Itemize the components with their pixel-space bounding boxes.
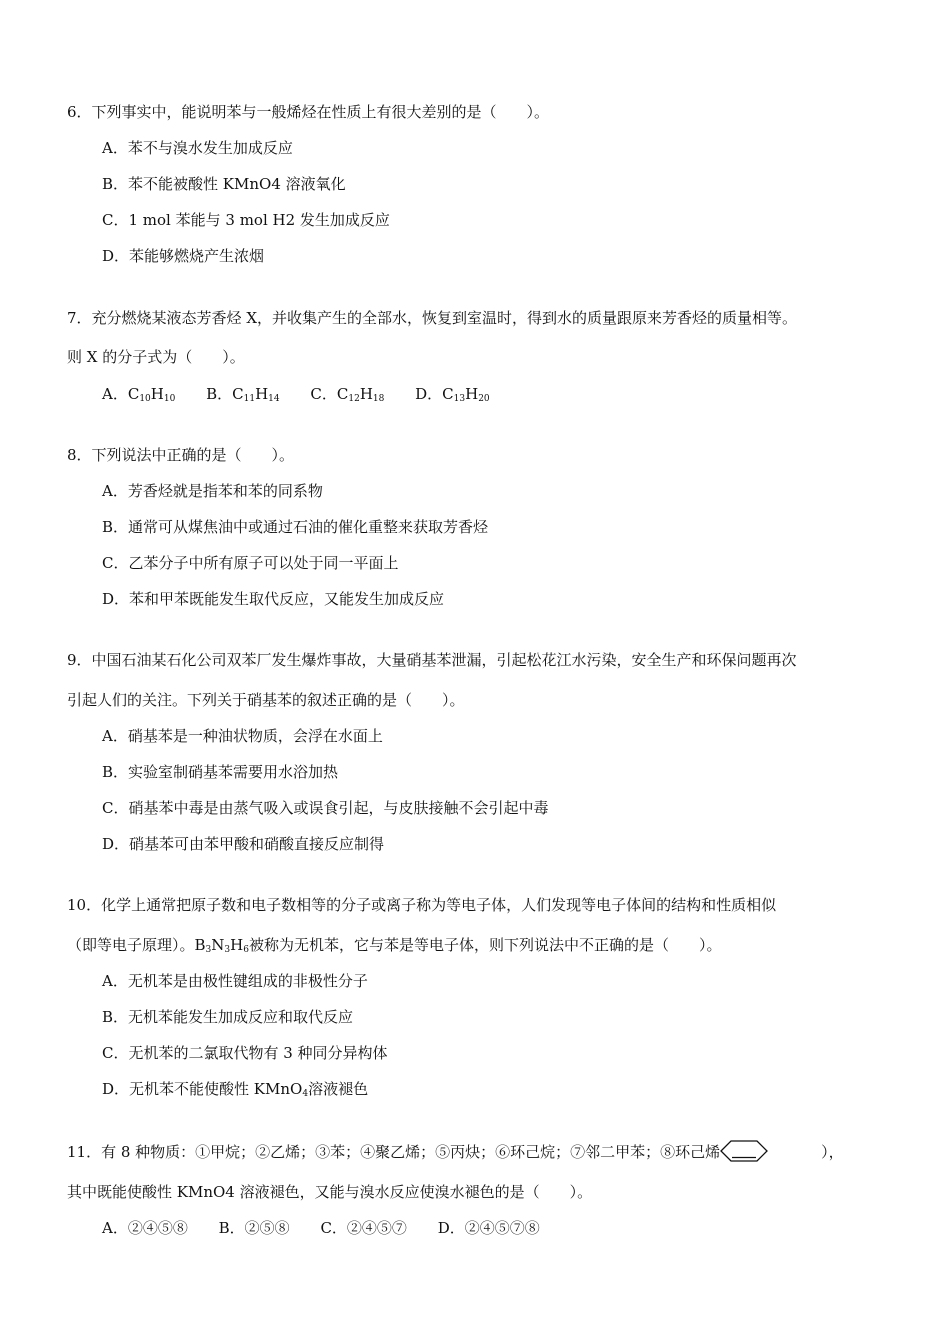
q10-stem-line2: （即等电子原理）。$B_3N_3H_6$被称为无机苯，它与苯是等电子体，则下列说法中不正确的是（ ）。 <box>67 936 722 955</box>
q10-stem-line1: 10．化学上通常把原子数和电子数相等的分子或离子称为等电子体，人们发现等电子体间的结构和性质相似 <box>67 896 777 914</box>
q11-option-a: A．②④⑤⑧ <box>102 1219 188 1237</box>
q8-option-a: A．芳香烃就是指苯和苯的同系物 <box>102 482 323 500</box>
q8-option-b: B．通常可从煤焦油中或通过石油的催化重整来获取芳香烃 <box>102 518 489 536</box>
q11-stem-line2: 其中既能使酸性 KMnO4 溶液褪色，又能与溴水反应使溴水褪色的是（ ）。 <box>67 1183 593 1201</box>
q7-stem-line1: 7．充分燃烧某液态芳香烃 X，并收集产生的全部水，恢复到室温时，得到水的质量跟原来芳香烃的质量相等。 <box>67 309 797 327</box>
q6-stem: 6．下列事实中，能说明苯与一般烯烃在性质上有很大差别的是（ ）。 <box>67 103 550 121</box>
q9-stem-line1: 9．中国石油某石化公司双苯厂发生爆炸事故，大量硝基苯泄漏，引起松花江水污染，安全生产和环保问题再次 <box>67 651 797 669</box>
q7-option-c: C．$C_{12}H_{18}$ <box>310 385 385 404</box>
q9-stem-line2: 引起人们的关注。下列关于硝基苯的叙述正确的是（ ）。 <box>67 691 465 709</box>
q11-options <box>102 1218 540 1238</box>
q11-option-b: B．②⑤⑧ <box>218 1219 290 1237</box>
q6-option-a: A．苯不与溴水发生加成反应 <box>102 139 293 157</box>
q7-option-d: D．$C_{13}H_{20}$ <box>415 385 490 404</box>
q8-option-d: D．苯和甲苯既能发生取代反应，又能发生加成反应 <box>102 590 445 608</box>
cyclohexene-structure-icon <box>719 1140 769 1162</box>
q9-option-d: D．硝基苯可由苯甲酸和硝酸直接反应制得 <box>102 835 385 853</box>
q7-options <box>102 384 490 404</box>
q11-stem-line1: 11．有 8 种物质：①甲烷；②乙烯；③苯；④聚乙烯；⑤丙炔；⑥环己烷；⑦邻二甲苯；⑧环己烯 ）， <box>67 1140 844 1162</box>
q11-option-d: D．②④⑤⑦⑧ <box>437 1219 540 1237</box>
q10-option-d: D．无机苯不能使酸性 KMnO$_4$溶液褪色 <box>102 1080 369 1099</box>
q9-option-c: C．硝基苯中毒是由蒸气吸入或误食引起，与皮肤接触不会引起中毒 <box>102 799 549 817</box>
q6-option-c: C．1 mol 苯能与 3 mol H2 发生加成反应 <box>102 211 390 229</box>
q10-option-a: A．无机苯是由极性键组成的非极性分子 <box>102 972 368 990</box>
q7-option-b: B．$C_{11}H_{14}$ <box>206 385 280 404</box>
q6-option-b: B．苯不能被酸性 KMnO4 溶液氧化 <box>102 175 346 193</box>
q9-option-b: B．实验室制硝基苯需要用水浴加热 <box>102 763 339 781</box>
q7-stem-line2: 则 X 的分子式为（ ）。 <box>67 348 245 366</box>
q8-stem: 8．下列说法中正确的是（ ）。 <box>67 446 295 464</box>
q10-option-b: B．无机苯能发生加成反应和取代反应 <box>102 1008 354 1026</box>
q10-option-c: C．无机苯的二氯取代物有 3 种同分异构体 <box>102 1044 388 1062</box>
q11-option-c: C．②④⑤⑦ <box>320 1219 407 1237</box>
q9-option-a: A．硝基苯是一种油状物质，会浮在水面上 <box>102 727 383 745</box>
q7-option-a: A．$C_{10}H_{10}$ <box>102 385 176 404</box>
q8-option-c: C．乙苯分子中所有原子可以处于同一平面上 <box>102 554 399 572</box>
q6-option-d: D．苯能够燃烧产生浓烟 <box>102 247 265 265</box>
